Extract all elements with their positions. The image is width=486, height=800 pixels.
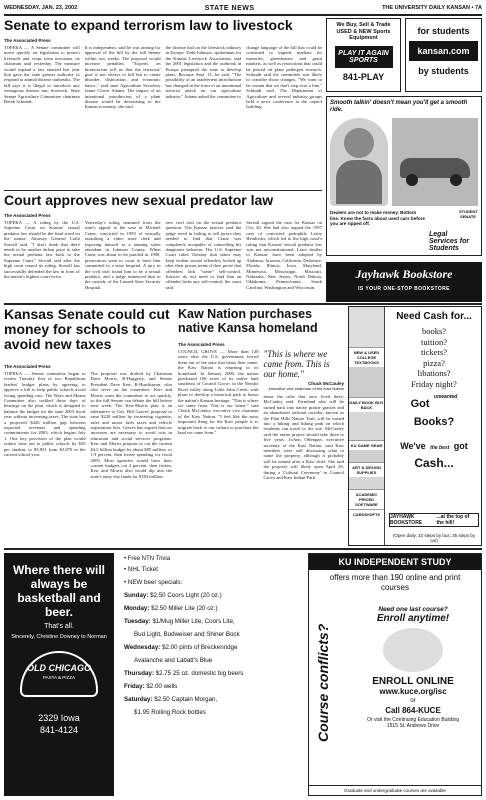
- cash-item-friday: Friday night?: [411, 378, 457, 389]
- article-kaw-byline: The Associated Press: [178, 342, 225, 347]
- article-kaw-headline: Kaw Nation purchases native Kansa homeland: [178, 307, 318, 335]
- article-kaw-headline-wrap: [178, 307, 344, 341]
- ku-offer: offers more than 190 online and print courses: [329, 573, 461, 592]
- folio-bar: [4, 2, 482, 14]
- specials-row: [124, 576, 298, 589]
- folio-date: WEDNESDAY, JAN. 23, 2002: [4, 5, 78, 11]
- article-schools-col2: The proposal was drafted by Chairman Dave Morris, R-Haggerty, and Senate President Dave Kerr, R-Hutchinson, who also serve on the committee. Kerr and Morris want the committee to act quickly, so the full Senate can debate the bill before next week. The Kerr-Morris plan is an alternative to Gov. Bill Graves' proposal to raise $220 million by increasing cigarette, sales and motor fuels taxes and vehicle registration fees. Graves has argued that tax increases are necessary to avoid cuts in education and social services programs. Kerr and Morris propose to cut the current $4.5 billion budget by about $85 million, or 1.9 percent, then freeze spending for fiscal 2003. Most agencies would have their current budgets cut 2 percent, then frozen. Kerr and Morris also would dip into the state's rainy day funds for $184 million.: [90, 371, 172, 479]
- specials-text: $1.95 Rolling Rock bottles: [134, 709, 206, 716]
- ad-old-chicago: [4, 553, 114, 796]
- old-chicago-tagline: That's all.: [44, 623, 74, 630]
- article-terrorism-col4: change language of the bill that could be construed to impede markets for nurseries, greenhouses and grain markets, as well as restrictions that could be placed on plant pathogen research. Schmidt said the committee was likely to consider those changes. "We want to be certain that we don't step over a line," Schmidt said. The Department of Agriculture and several industry groups held a news conference at the capitol building.: [246, 45, 322, 110]
- sidebar-photo-5: [349, 477, 384, 489]
- specials-row: [124, 680, 298, 693]
- old-chicago-signature: Sincerely, Christine Downey to Norman: [11, 634, 107, 640]
- specials-text: Avalanche and Labatt's Blue: [134, 657, 213, 664]
- old-chicago-logo: [20, 651, 98, 697]
- old-chicago-headline: Where there will always be basketball and beer.: [12, 563, 106, 619]
- article-predator-byline: The Associated Press: [4, 213, 51, 218]
- specials-text: $2.00 wells: [144, 683, 178, 690]
- ad-specials: [118, 554, 304, 796]
- specials-text: $2.50 Miller Lite (20 oz.): [149, 605, 218, 612]
- article-kaw-quote-name: Chuck McCauley: [307, 381, 344, 386]
- article-schools-headline-wrap: [4, 307, 172, 363]
- specials-day: Friday:: [124, 683, 145, 690]
- specials-row: [124, 628, 298, 641]
- sidebar-photo-3: [349, 412, 384, 440]
- ku-footer: Graduate and undergraduate courses are available: [309, 785, 481, 795]
- cash-footer-store: JAYHAWK BOOKSTORE: [390, 514, 423, 526]
- cash-the-best: the best: [430, 445, 450, 451]
- specials-row: [124, 654, 298, 667]
- ad-play-it-again-title: We Buy, Sell & Trade USED & NEW Sports Equipment: [336, 22, 391, 41]
- ad-kansan-site: kansan.com: [409, 41, 478, 61]
- specials-row: [124, 615, 298, 628]
- specials-row: [124, 589, 298, 602]
- article-terrorism: [4, 38, 322, 190]
- article-terrorism-col1: TOPEKA — A Senate committee will move quickly on legislation to protect livestock and crops from terrorism, its chairman said yesterday. The measure would expand a law enacted last year that gave the state greater authority to respond to animal disease outbreaks. The bill says it is illegal to introduce any contagious disease into livestock. State Senate Agriculture Committee chairman Derek Schmidt.: [4, 45, 80, 105]
- ad-ku-independent-study: [308, 553, 482, 796]
- cash-item-books: books?: [421, 326, 447, 336]
- specials-text: Bud Light, Budweiser and Shiner Bock: [134, 631, 240, 638]
- ad-cash-title: Need Cash for...: [396, 311, 472, 322]
- article-predator-headline-wrap: [4, 193, 322, 213]
- article-kaw-pull-quote: "This is where we came from. This is our home.": [263, 349, 330, 379]
- sidebar-item-cards-gifts: CARDS/GIFTS: [349, 509, 384, 519]
- article-kaw-quote-title: executive vice chairman of the Kaw Nation: [268, 386, 344, 391]
- specials-day: Sunday:: [124, 592, 149, 599]
- ad-play-it-again-logo: PLAY IT AGAIN SPORTS: [335, 46, 393, 68]
- sidebar-item-game-gear: KU GAME GEAR: [349, 440, 384, 450]
- specials-row: [124, 563, 298, 576]
- sidebar-item-buyback: DAILY BOOK BUY BACK: [349, 397, 384, 412]
- specials-day: Saturday:: [124, 696, 153, 703]
- ad-cash-sidebar: [349, 307, 385, 546]
- ad-kansan-line1: for students: [417, 26, 470, 36]
- article-rule-2: [4, 190, 322, 191]
- ad-play-it-again: [326, 18, 401, 92]
- cash-unwanted: unwanted: [434, 394, 458, 400]
- cash-item-tickets: tickets?: [421, 347, 447, 357]
- specials-text: $2.50 Coors Light (20 oz.): [148, 592, 222, 599]
- ad-cash-for-books: [348, 306, 482, 546]
- cash-footer-tag: ...at the top of the hill!: [436, 514, 470, 526]
- specials-list: [124, 563, 298, 719]
- ku-url: www.kuce.org/isc: [379, 687, 447, 696]
- specials-day: Thursday:: [124, 670, 154, 677]
- ku-enroll-anytime: Enroll anytime!: [376, 613, 450, 624]
- folio-rule: [4, 14, 482, 16]
- ad-jayhawk-bookstore-banner: [326, 262, 482, 302]
- article-predator-headline: Court approves new sexual predator law: [4, 193, 274, 208]
- old-chicago-sub: PASTA & PIZZA: [42, 674, 76, 680]
- specials-row: [124, 641, 298, 654]
- specials-row: [124, 602, 298, 615]
- specials-row: [124, 667, 298, 680]
- specials-text: $1/Mug Miller Lite, Coors Lite,: [150, 618, 235, 625]
- ad-legal-car-illustration: [392, 118, 478, 206]
- specials-topline: • Free NTN Trivia: [124, 556, 171, 562]
- cash-books: Books?: [413, 416, 455, 428]
- ku-side-text: Course conflicts?: [315, 623, 331, 743]
- ku-jayhawk-mascot: [383, 628, 443, 672]
- ad-legal-services: [326, 96, 482, 256]
- ad-legal-body: Dealers are not to make money. Bottom line. Know the facts about used cars before you are ripped off.: [330, 210, 425, 226]
- article-schools-byline: The Associated Press: [4, 364, 51, 369]
- sidebar-photo-2: [349, 367, 384, 397]
- ku-enroll-online: ENROLL ONLINE: [372, 676, 454, 687]
- specials-day: Wednesday:: [124, 644, 161, 651]
- article-terrorism-headline: Senate to expand terrorism law to livestock: [4, 18, 293, 33]
- ad-cash-footer-logo: [389, 513, 479, 527]
- article-predator: [4, 213, 322, 301]
- sidebar-photo-1: [349, 307, 384, 347]
- specials-row: [124, 706, 298, 719]
- section-rule: [4, 303, 482, 305]
- article-schools: [4, 364, 172, 544]
- specials-text: • NEW beer specials:: [124, 579, 183, 586]
- ad-kansan-line2: by students: [418, 66, 469, 76]
- article-terrorism-byline: The Associated Press: [4, 38, 51, 43]
- ku-call: Call 864-KUCE: [385, 706, 441, 715]
- ad-legal-senate-label: STUDENT SENATE: [459, 209, 478, 219]
- article-predator-col2: Yesterday's ruling stemmed from the state's appeal in the case of Michael Crane, convicted in 1993 of sexually assaulting a video store clerk and exposing himself to a tanning salon attendant in Johnson County. When Crane was about to be paroled in 1998, prosecutors went to court to have him committed to a state hospital. A jury in the civil trial found him to be a sexual predator, and a judge sentenced him to the custody of the Larned State Security Hospital.: [84, 220, 161, 290]
- ad-play-it-again-phone: 841-PLAY: [342, 71, 385, 82]
- specials-day: Monday:: [124, 605, 150, 612]
- article-kaw-col3: about the tribe that once lived there, McCauley said. Farmland also will be turned back into native prairie grasses and an abandoned railroad corridor, known as the Flint Hills Nature Trail, will be turned into a hiking and biking path on which residents can travel to the site. McCauley said the entire project should take three to five years. JoAnn Offenpan, executive secretary of the Kaw Nation, said Kaw members were still discussing what to name the property, although it probably will be named after a Kaw chief. She said the property will likely open April 20, during a 'Cultural Ceremony' in Council Grove and Kaw Indian Park.: [263, 394, 344, 481]
- ku-header: KU INDEPENDENT STUDY: [309, 554, 481, 570]
- sidebar-photo-4: [349, 450, 384, 462]
- cash-item-tuition: tuition?: [421, 336, 447, 347]
- ku-or: or: [410, 698, 416, 704]
- old-chicago-phone: 841-4124: [39, 724, 79, 735]
- article-schools-col1: TOPEKA — Senate committee began to review Tuesday first of two Republican leaders' budget plans by agreeing to approve a bill to help public schools avoid facing spending cuts. The Ways and Means Committee also tackled three days of hearings on the plan, which is designed to balance the budget for the state 2003 fiscal year without increasing taxes. The state has a projected $426 million gap between expected revenues and spending commitments for 2003, which begins July 1. One key provision of the plan would reduce state aid to public schools by $39 per student, to $3,831 from $3,870 in the current school year.: [4, 371, 86, 458]
- sidebar-item-textbooks: NEW & USED COLLEGE TEXTBOOKS: [349, 347, 384, 367]
- article-predator-col1: TOPEKA — A ruling by the U.S. Supreme Court on Kansas' sexual predator law should be the final word on the statute, Attorney General Carla Stovall said. "I don't think that there needs to be another defeat prior to take the sexual predator law back to the Supreme Court," Stovall said after the high court issued its ruling. Stovall has successfully defended the law in front of the nation's highest court twice.: [4, 220, 80, 280]
- ad-jayhawk-name: Jayhawk Bookstore: [355, 267, 453, 281]
- specials-text: $2.00 pints of Breckenridge: [160, 644, 238, 651]
- article-schools-headline: Kansas Senate could cut money for schools to avoid new taxes: [4, 307, 170, 352]
- cash-weve: We've: [400, 441, 426, 451]
- ad-legal-headline: Smooth talkin' doesn't mean you'll get a smooth ride.: [330, 100, 468, 113]
- folio-paper: THE UNIVERSITY DAILY KANSAN • 7A: [382, 5, 482, 11]
- cash-cash: Cash...: [414, 456, 454, 470]
- specials-day: Tuesday:: [124, 618, 151, 625]
- specials-row: [124, 693, 298, 706]
- ku-need: Need one last course?: [378, 606, 448, 613]
- bottom-section-rule: [4, 548, 482, 550]
- ad-cash-hours: (Open daily, 10 steps by bus, 35 steps by car): [392, 533, 476, 543]
- article-terrorism-headline-wrap: [4, 18, 322, 38]
- article-predator-col3: new civil trial on the sexual predator question. The Kansas justices said the judge erred in failing to tell jurors they needed to find that Crane was completely incapable of controlling his dangerous behavior. The U.S. Supreme Court ruled Tuesday that states may keep violent sexual offenders locked up after their prison terms if they prove that offenders lack "some" self-control. Justices do not need to find that an offender lacks any self-control, the court said.: [165, 220, 242, 290]
- article-terrorism-col2: It is independent, said he was aiming for approval of the bill by the full Senate within two weeks. The proposal would increase penalties. "Experts on bioterrorism tell us that the terrorists' goal is not always to kill but to create disorder, dislocation, and economic havoc," said state Agriculture Secretary Jamie Clover Adams. The impact of an intentional introduction of a plant disease would be devastating to the Kansas economy, she said.: [84, 45, 161, 110]
- old-chicago-address: 2329 Iowa: [38, 712, 80, 723]
- cash-item-pizza: pizza?: [423, 357, 445, 368]
- cash-got: Got: [410, 398, 430, 410]
- sidebar-item-software: ACADEMIC PRICED SOFTWARE: [349, 489, 384, 509]
- old-chicago-brand: OLD CHICAGO: [27, 662, 91, 673]
- ad-jayhawk-tagline: IS YOUR ONE-STOP BOOKSTORE: [358, 286, 450, 292]
- cash-item-libations: libations?: [417, 368, 451, 378]
- ad-kansan-com: [405, 18, 482, 92]
- specials-text: $2.50 Captain Morgan,: [152, 696, 218, 703]
- specials-text: $2.75 25 oz. domestic big beers: [153, 670, 244, 677]
- ku-address: 1515 St. Andrews Drive: [386, 723, 440, 729]
- article-predator-col4: Stovall argued the case for Kansas on Oct. 30. She had also argued the 1997 case of convicted pedophile Leroy Hendricks, which led to the high court's ruling that Kansas' sexual predator law was not unconstitutional. Laws similar to Kansas' have been adopted by Alabama, Arizona, California, Delaware, Florida, Illinois, Iowa, Maryland, Minnesota, Mississippi, Missouri, Nebraska, New Jersey, North Dakota, Oklahoma, Pennsylvania, South Carolina, Washington and Wisconsin.: [246, 220, 322, 290]
- ad-legal-org: Legal Services for Students: [429, 231, 470, 252]
- ad-cash-main: [389, 311, 479, 472]
- sidebar-item-art-supplies: ART & DESIGN SUPPLIES: [349, 462, 384, 477]
- article-kaw-col1: COUNCIL GROVE — More than 128 years after the U.S. government forced them out of the state that bears their name, the Kaw Nation is returning to its homeland. In January 2000, the nation purchased 168 acres of its native land southeast of Council Grove, in the Neosho River valley along Little John Creek, with plans to develop a historical park to honor the nation's Kansas heritage. "This is where we came from. This is our home," said Chuck McCauley, executive vice chairman of the Kaw Nation. "I feel like the most important thing for the Kaw people is to migrate back to our culture to purchase the land we came from.": [178, 349, 259, 436]
- ku-visit: Or visit the Continuing Education Building: [367, 717, 459, 723]
- ad-legal-photo: [330, 118, 388, 206]
- article-kaw: [178, 342, 344, 544]
- article-terrorism-col3: the disease had on the livestock industry in Europe. Todd Johnson, spokesman for the Kansas Livestock Association, said the 2001 legislation and the outbreak in Europe prompted the state to develop plans. Because Sept. 11, he said, "The possibility of an inadvertent introduction has changed in the form of an intentional terrorist attack on our agriculture industry." Adams asked the committee to: [165, 45, 242, 99]
- specials-text: • NHL Ticket: [124, 566, 158, 573]
- cash-got-2: got: [453, 441, 468, 451]
- folio-section: STATE NEWS: [204, 4, 255, 12]
